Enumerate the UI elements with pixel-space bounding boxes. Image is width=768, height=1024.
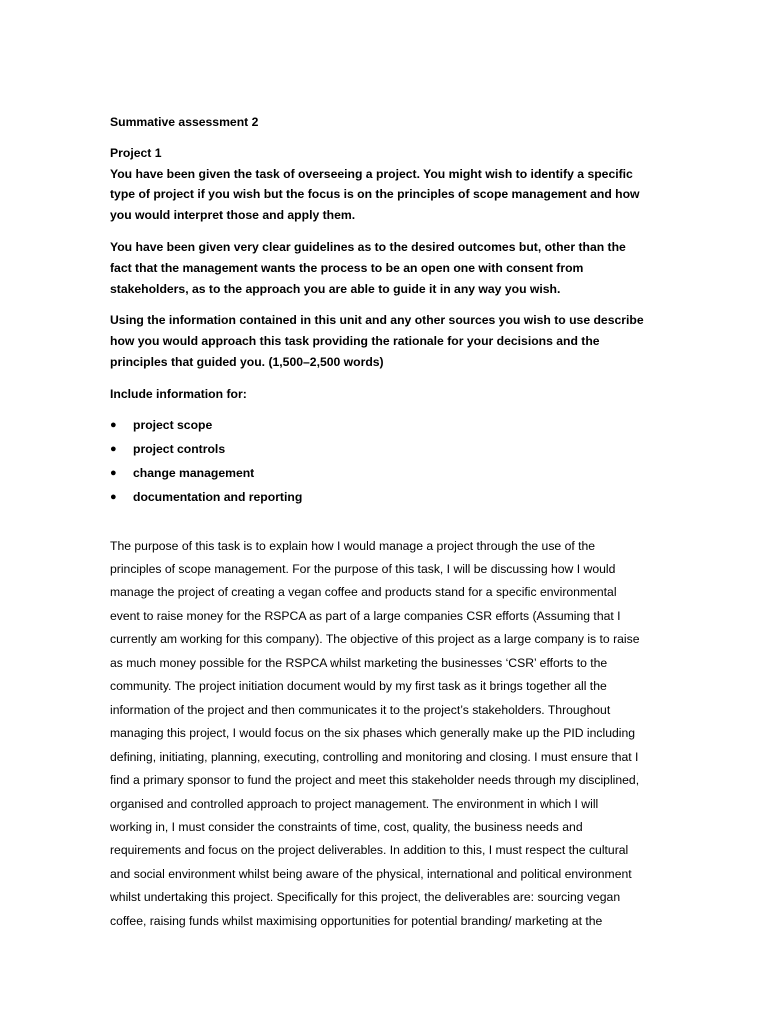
- list-item: [110, 413, 670, 437]
- text-line: type of project if you wish but the focus is on the principles of scope management and how: [110, 187, 640, 202]
- text-line: how you would approach this task providing the rationale for your decisions and the: [110, 334, 600, 349]
- document-content: [110, 112, 670, 933]
- essay-line: and social environment whilst being aware of the physical, international and political environment: [110, 866, 632, 881]
- text-line: fact that the management wants the process to be an open one with consent from: [110, 260, 584, 275]
- text-line: You have been given very clear guidelines as to the desired outcomes but, other than the: [110, 239, 626, 254]
- bullet-icon: ●: [110, 442, 117, 455]
- essay-line: currently am working for this company). The objective of this project as a large company is to raise: [110, 632, 640, 647]
- essay-line: community. The project initiation document would by my first task as it brings together all the: [110, 679, 607, 694]
- text-line: You have been given the task of overseeing a project. You might wish to identify a specific: [110, 166, 633, 181]
- list-item: [110, 461, 670, 485]
- essay-line: whilst undertaking this project. Specifically for this project, the deliverables are: sourcing vegan: [110, 890, 621, 905]
- essay-line: defining, initiating, planning, executing, controlling and monitoring and closing. I must ensure that I: [110, 749, 639, 764]
- text-line: stakeholders, as to the approach you are able to guide it in any way you wish.: [110, 281, 561, 296]
- text-line: principles that guided you. (1,500–2,500 words): [110, 354, 384, 369]
- essay-line: working in, I must consider the constraints of time, cost, quality, the business needs and: [110, 820, 583, 834]
- essay-line: The purpose of this task is to explain how I would manage a project through the use of the: [110, 538, 596, 553]
- essay-line: managing this project, I would focus on the six phases which generally make up the PID including: [110, 726, 636, 741]
- project-heading: Project 1: [110, 145, 162, 160]
- essay-line: find a primary sponsor to fund the project and meet this stakeholder needs through my disciplined,: [110, 773, 640, 788]
- text-line: Using the information contained in this unit and any other sources you wish to use describe: [110, 313, 644, 328]
- project-brief-paragraph-2: [110, 237, 670, 299]
- project-brief-paragraph-1: [110, 143, 670, 226]
- list-item-label: project controls: [133, 441, 226, 456]
- document-title: Summative assessment 2: [110, 115, 259, 129]
- essay-line: information of the project and then communicates it to the project’s stakeholders. Throughout: [110, 702, 611, 717]
- list-item-label: change management: [133, 465, 255, 480]
- project-brief-paragraph-3: [110, 310, 670, 372]
- include-list: [110, 413, 670, 509]
- essay-line: requirements and focus on the project deliverables. In addition to this, I must respect the cultural: [110, 843, 629, 858]
- essay-body: [110, 535, 670, 934]
- essay-line: principles of scope management. For the purpose of this task, I will be discussing how I would: [110, 562, 616, 577]
- text-line: you would interpret those and apply them.: [110, 208, 356, 223]
- list-item-label: documentation and reporting: [133, 489, 303, 504]
- list-item-label: project scope: [133, 417, 213, 432]
- bullet-icon: ●: [110, 418, 117, 431]
- include-heading: Include information for:: [110, 386, 247, 401]
- essay-line: organised and controlled approach to project management. The environment in which I will: [110, 796, 599, 811]
- essay-line: as much money possible for the RSPCA whilst marketing the businesses ‘CSR’ efforts to the: [110, 655, 608, 670]
- list-item: [110, 437, 670, 461]
- essay-line: manage the project of creating a vegan coffee and products stand for a specific environmental: [110, 585, 617, 600]
- list-item: [110, 485, 670, 509]
- bullet-icon: ●: [110, 490, 117, 503]
- essay-line: event to raise money for the RSPCA as part of a large companies CSR efforts (Assuming that I: [110, 608, 621, 623]
- bullet-icon: ●: [110, 466, 117, 479]
- essay-line: coffee, raising funds whilst maximising opportunities for potential branding/ marketing at the: [110, 913, 603, 928]
